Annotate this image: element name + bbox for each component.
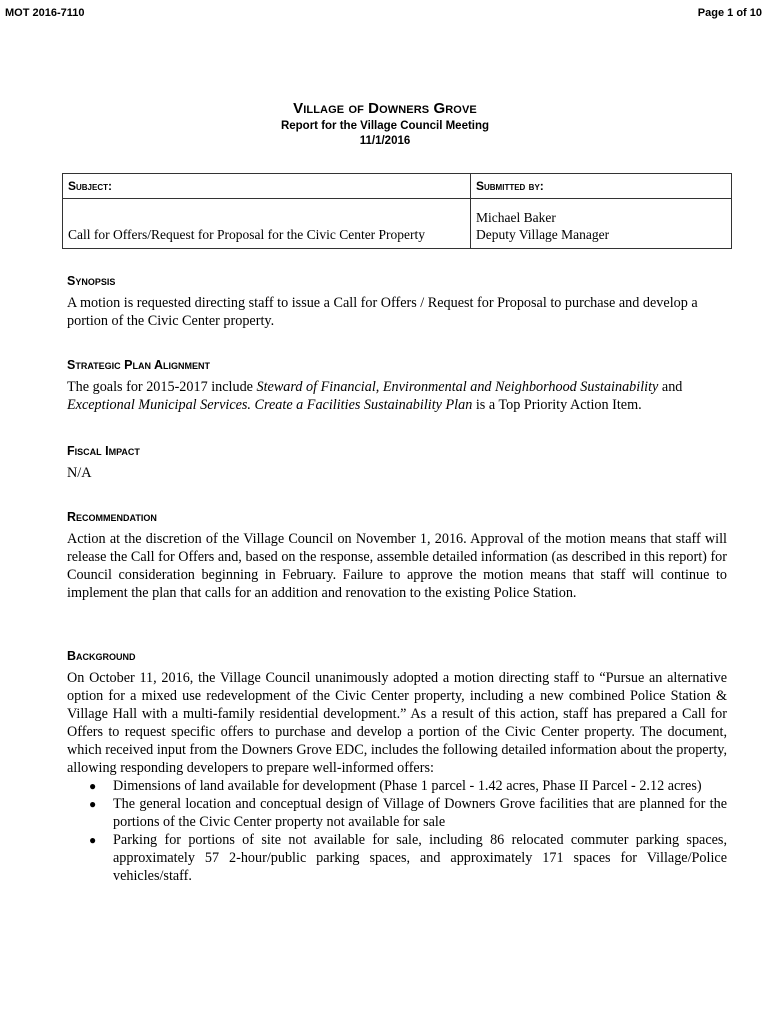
background-heading: Background	[67, 649, 136, 663]
submitter-name: Michael Baker	[476, 210, 556, 225]
strategic-goal-1: Steward of Financial, Environmental and Neighborhood Sustainability	[256, 379, 659, 395]
title-block	[0, 100, 770, 147]
recommendation-text: Action at the discretion of the Village Council on November 1, 2016. Approval of the motion means that staff will release the Call for Offers and, based on the response, assemble detailed information (as described in this report) for Council consideration beginning in February. Failure to approve the motion means that staff will continue to implement the plan that calls for an addition and renovation to the existing Police Station.	[67, 531, 727, 601]
bullet-text: The general location and conceptual design of Village of Downers Grove facilities that are planned for the portions of the Civic Center property not available for sale	[113, 796, 727, 830]
document-id: MOT 2016-7110	[5, 7, 85, 19]
strategic-goal-2: Exceptional Municipal Services. Create a Facilities Sustainability Plan	[67, 397, 473, 413]
submitted-by-label: Submitted by:	[471, 174, 732, 199]
background-text: On October 11, 2016, the Village Council unanimously adopted a motion directing staff to “Pursue an alternative option for a mixed use redevelopment of the Civic Center property, including a new combined Police Station & Village Hall with a multi-family residential development.” As a result of this action, staff has prepared a Call for Offers to request specific offers to purchase and develop a portion of the Civic Center property. The document, which received input from the Downers Grove EDC, includes the following detailed information about the property, allowing responding developers to prepare well-informed offers:	[67, 670, 727, 776]
bullet-icon: ●	[89, 833, 97, 847]
recommendation-heading: Recommendation	[67, 510, 157, 524]
list-item	[89, 777, 727, 795]
fiscal-heading: Fiscal Impact	[67, 444, 140, 458]
strategic-heading: Strategic Plan Alignment	[67, 358, 211, 372]
bullet-text: Parking for portions of site not available for sale, including 86 relocated commuter parking spaces, approximately 57 2-hour/public parking spaces, and approximately 171 spaces for Village/Police vehicles/staff.	[113, 832, 727, 884]
bullet-icon: ●	[89, 797, 97, 811]
page-number: Page 1 of 10	[697, 7, 762, 19]
strategic-text	[67, 378, 727, 414]
synopsis-section	[67, 274, 727, 330]
subject-value: Call for Offers/Request for Proposal for the Civic Center Property	[63, 199, 471, 249]
subject-label: Subject:	[63, 174, 471, 199]
subject-table	[62, 173, 732, 249]
bullet-icon: ●	[89, 779, 97, 793]
list-item	[89, 795, 727, 831]
synopsis-heading: Synopsis	[67, 274, 116, 288]
fiscal-text: N/A	[67, 465, 92, 481]
submitter-cell	[471, 199, 732, 249]
page-title: Village of Downers Grove	[293, 100, 477, 117]
strategic-section	[67, 358, 727, 414]
background-section	[67, 649, 727, 885]
recommendation-section	[67, 510, 727, 602]
strategic-prefix: The goals for 2015-2017 include	[67, 379, 257, 395]
fiscal-section	[67, 444, 727, 482]
report-subtitle: Report for the Village Council Meeting	[280, 120, 490, 132]
bullet-text: Dimensions of land available for development (Phase 1 parcel - 1.42 acres, Phase II Parcel - 2.12 acres)	[113, 778, 702, 794]
meeting-date: 11/1/2016	[359, 135, 411, 147]
synopsis-text: A motion is requested directing staff to issue a Call for Offers / Request for Proposal to purchase and develop a portion of the Civic Center property.	[67, 295, 698, 329]
strategic-and: and	[658, 379, 683, 395]
submitter-title: Deputy Village Manager	[476, 227, 610, 242]
background-bullets	[67, 777, 727, 885]
list-item	[89, 831, 727, 885]
strategic-suffix: is a Top Priority Action Item.	[472, 397, 642, 413]
